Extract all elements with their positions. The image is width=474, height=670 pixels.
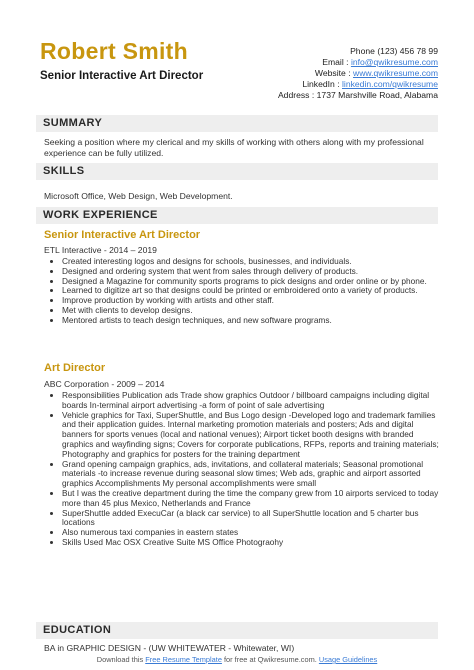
skills-text: Microsoft Office, Web Design, Web Development. [44, 191, 233, 201]
list-item: • But I was the creative department during the time the company grew from 10 airports serviced to today more than 45 plus Mexico, Netherlands and France [62, 489, 442, 509]
resume-header [0, 0, 474, 100]
contact-linkedin: LinkedIn : linkedin.com/qwikresume [302, 79, 438, 89]
list-item: • Mentored artists to teach design techniques, and new software programs. [62, 316, 442, 326]
list-item: • Responsibilities Publication ads Trade show graphics Outdoor / billboard campaigns including digital boards In-terminal airport advertising -a form of point of sale advertising [62, 391, 442, 411]
list-item: • Learned to digitize art so that designs could be printed or embroidered onto a variety of products. [62, 286, 442, 296]
experience-heading-bar [36, 207, 438, 224]
summary-text: Seeking a position where my clerical and my skills of working with others along with my professional experience can be fully utilized. [44, 137, 424, 158]
candidate-name: Robert Smith [40, 38, 188, 64]
education-heading-bar [36, 622, 438, 639]
job-company-1: ETL Interactive - 2014 – 2019 [44, 245, 157, 255]
list-item: • Improve production by working with artists and other staff. [62, 296, 442, 306]
contact-website: Website : www.qwikresume.com [314, 68, 438, 78]
candidate-title: Senior Interactive Art Director [40, 70, 204, 82]
experience-heading: WORK EXPERIENCE [43, 209, 158, 221]
list-item: • Also numerous taxi companies in eastern states [62, 528, 442, 538]
summary-heading: SUMMARY [43, 117, 103, 129]
education-heading: EDUCATION [43, 624, 112, 636]
list-item: • Designed and ordering system that went from sales through delivery of products. [62, 267, 442, 277]
education-text: BA in GRAPHIC DESIGN - (UW WHITEWATER - Whitewater, WI) [44, 643, 295, 653]
job-bullets-2 [44, 391, 442, 548]
list-item: • Created interesting logos and designs for schools, businesses, and individuals. [62, 257, 442, 267]
website-link[interactable]: www.qwikresume.com [352, 68, 438, 78]
job-title-1: Senior Interactive Art Director [44, 229, 201, 241]
list-item: • Vehicle graphics for Taxi, SuperShuttle, and Bus Logo design -Developed logo and trademark families and their application guides. Internal marketing promotion materials and posters; Ads and digital banners for sports venues (local and national venues); Airport ticket booth designs with branded graphics and wayfinding signs; Covers for corporate publications, RFPs, reports and training materials; Photography and graphics for posters for the training department [62, 411, 442, 460]
job-company-2: ABC Corporation - 2009 – 2014 [44, 379, 165, 389]
skills-heading-bar [36, 163, 438, 180]
job-bullets-1 [44, 257, 442, 326]
email-link[interactable]: info@qwikresume.com [350, 57, 438, 67]
usage-guidelines-link[interactable]: Usage Guidelines [318, 655, 378, 664]
free-template-link[interactable]: Free Resume Template [145, 655, 222, 664]
contact-phone: Phone (123) 456 78 99 [350, 46, 438, 56]
list-item: • Designed a Magazine for community sports programs to pick designs and order online or by phone. [62, 277, 442, 287]
list-item: • Met with clients to develop designs. [62, 306, 442, 316]
linkedin-link[interactable]: linkedin.com/qwikresume [342, 79, 438, 89]
skills-heading: SKILLS [43, 165, 85, 177]
list-item: • Skills Used Mac OSX Creative Suite MS Office Photograohy [62, 538, 442, 548]
contact-block [198, 46, 438, 101]
job-title-2: Art Director [44, 362, 106, 374]
page-footer: Download this Free Resume Template for free at Qwikresume.com. Usage Guidelines [96, 655, 378, 664]
contact-email: Email : info@qwikresume.com [322, 57, 438, 67]
list-item: • Grand opening campaign graphics, ads, invitations, and collateral materials; Seasonal promotional materials -to increase revenue during seasonal slow times; Web ads, graphic and airport assorted graphics Accomplishments My personal accomplishments were small [62, 460, 442, 489]
summary-heading-bar [36, 115, 438, 132]
list-item: • SuperShuttle added ExecuCar (a black car service) to all SuperShuttle location and 5 charter bus locations [62, 509, 442, 529]
contact-address: Address : 1737 Marshville Road, Alabama [277, 90, 438, 100]
